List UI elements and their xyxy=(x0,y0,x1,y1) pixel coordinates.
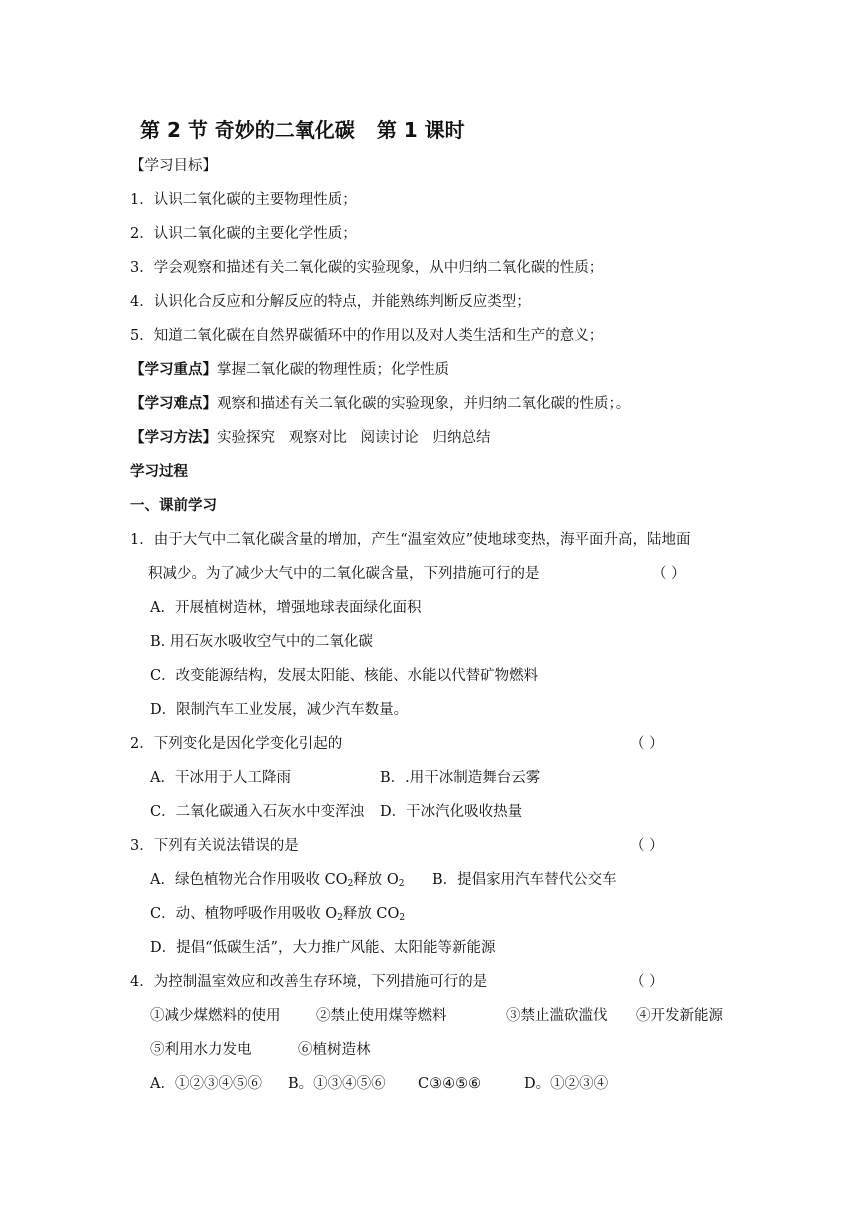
question-3-option-c xyxy=(150,904,405,928)
subscript: 2 xyxy=(347,879,354,889)
question-4-answer-b: B。①③④⑤⑥ xyxy=(288,1076,386,1092)
question-2-option-a: A．干冰用于人工降雨 xyxy=(150,770,291,786)
method xyxy=(130,428,490,448)
question-4-stem: 4．为控制温室效应和改善生存环境，下列措施可行的是 xyxy=(130,974,488,990)
option-text: A．绿色植物光合作用吸收 CO xyxy=(150,872,348,888)
question-1-option-d: D．限制汽车工业发展，减少汽车数量。 xyxy=(150,702,409,718)
objective-item: 3．学会观察和描述有关二氧化碳的实验现象，从中归纳二氧化碳的性质； xyxy=(130,260,604,276)
process-heading: 学习过程 xyxy=(130,464,188,480)
difficulty-text: 观察和描述有关二氧化碳的实验现象，并归纳二氧化碳的性质；。 xyxy=(217,396,631,412)
question-1-stem-line2: 积减少。为了减少大气中的二氧化碳含量，下列措施可行的是 xyxy=(148,566,540,582)
key-points-label: 【学习重点】 xyxy=(130,362,217,378)
question-4-answer-c: C③④⑤⑥ xyxy=(418,1076,482,1092)
subscript: 2 xyxy=(399,913,406,923)
question-4-item-4: ④开发新能源 xyxy=(636,1008,723,1024)
key-points-text: 掌握二氧化碳的物理性质；化学性质 xyxy=(217,362,449,378)
question-4-item-6: ⑥植树造林 xyxy=(298,1042,371,1058)
objective-item: 1．认识二氧化碳的主要物理性质； xyxy=(130,192,357,208)
option-text: C．动、植物呼吸作用吸收 O xyxy=(150,906,338,922)
question-4-item-1: ①减少煤燃料的使用 xyxy=(150,1008,281,1024)
difficulty xyxy=(130,394,630,414)
answer-blank: （ ） xyxy=(630,838,664,854)
question-2-option-b: B．.用干冰制造舞台云雾 xyxy=(380,770,541,786)
question-4-item-2: ②禁止使用煤等燃料 xyxy=(316,1008,447,1024)
option-text: 释放 CO xyxy=(342,906,400,922)
question-2-option-d: D．干冰汽化吸收热量 xyxy=(380,804,523,820)
question-3-option-a xyxy=(150,870,405,894)
answer-blank: （ ） xyxy=(630,974,664,990)
question-1-option-a: A．开展植树造林，增强地球表面绿化面积 xyxy=(150,600,422,616)
question-4-item-5: ⑤利用水力发电 xyxy=(150,1042,252,1058)
question-2-stem: 2．下列变化是因化学变化引起的 xyxy=(130,736,343,752)
question-3-option-d: D．提倡“低碳生活”，大力推广风能、太阳能等新能源 xyxy=(150,940,496,956)
objective-item: 5．知道二氧化碳在自然界碳循环中的作用以及对人类生活和生产的意义； xyxy=(130,328,604,344)
difficulty-label: 【学习难点】 xyxy=(130,396,217,412)
subscript: 2 xyxy=(398,879,405,889)
title-lesson: 第 2 节 奇妙的二氧化碳 xyxy=(140,118,355,142)
option-text: 释放 O xyxy=(353,872,399,888)
question-3-stem: 3．下列有关说法错误的是 xyxy=(130,838,299,854)
question-3-option-b: B．提倡家用汽车替代公交车 xyxy=(432,872,617,888)
section-heading: 一、课前学习 xyxy=(130,498,217,514)
objective-item: 4．认识化合反应和分解反应的特点，并能熟练判断反应类型； xyxy=(130,294,531,310)
method-label: 【学习方法】 xyxy=(130,430,217,446)
question-4-answer-d: D。①②③④ xyxy=(524,1076,609,1092)
question-1-stem-line1: 1．由于大气中二氧化碳含量的增加，产生“温室效应”使地球变热，海平面升高，陆地面 xyxy=(130,532,691,548)
title-period: 第 1 课时 xyxy=(376,118,465,142)
method-text: 实验探究 观察对比 阅读讨论 归纳总结 xyxy=(217,430,491,446)
key-points xyxy=(130,360,449,380)
question-4-item-3: ③禁止滥砍滥伐 xyxy=(506,1008,608,1024)
objectives-heading: 【学习目标】 xyxy=(130,158,217,174)
objective-item: 2．认识二氧化碳的主要化学性质； xyxy=(130,226,357,242)
page-title xyxy=(140,114,465,143)
question-2-option-c: C．二氧化碳通入石灰水中变浑浊 xyxy=(150,804,365,820)
question-1-option-c: C．改变能源结构，发展太阳能、核能、水能以代替矿物燃料 xyxy=(150,668,539,684)
subscript: 2 xyxy=(337,913,343,923)
answer-blank: （ ） xyxy=(652,566,686,582)
question-1-option-b: B. 用石灰水吸收空气中的二氧化碳 xyxy=(150,634,373,650)
answer-blank: （ ） xyxy=(630,736,664,752)
question-4-answer-a: A．①②③④⑤⑥ xyxy=(150,1076,262,1092)
